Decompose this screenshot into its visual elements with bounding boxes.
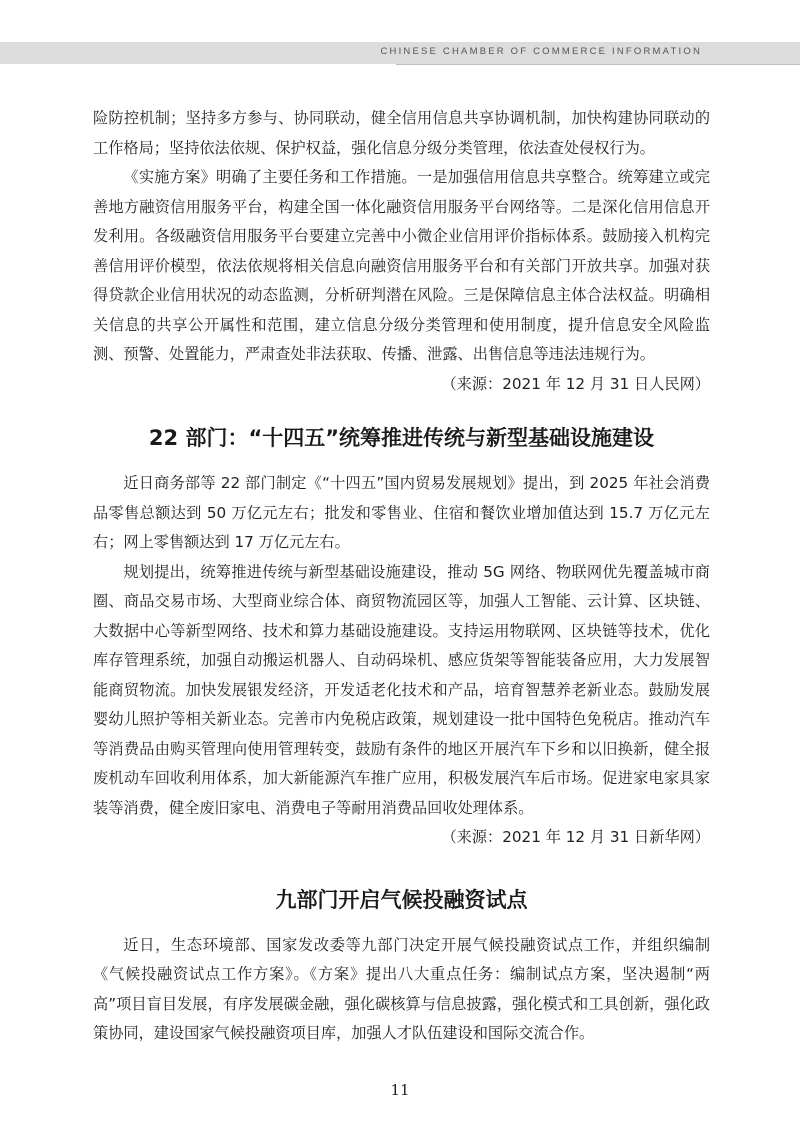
article-body	[93, 104, 710, 1049]
header-title: CHINESE CHAMBER OF COMMERCE INFORMATION	[380, 46, 702, 57]
header-divider	[396, 64, 800, 65]
source-note: （来源：2021 年 12 月 31 日人民网）	[441, 374, 710, 393]
paragraph: 近日，生态环境部、国家发改委等九部门决定开展气候投融资试点工作，并组织编制《气候投融资试点工作方案》。《方案》提出八大重点任务：编制试点方案，坚决遏制“两高”项目盲目发展，有序发展碳金融，强化碳核算与信息披露，强化模式和工具创新，强化政策协同，建设国家气候投融资项目库，加强人才队伍建设和国际交流合作。	[93, 935, 710, 1042]
section-title: 九部门开启气候投融资试点	[275, 887, 528, 912]
section-title: 22 部门：“十四五”统筹推进传统与新型基础设施建设	[148, 426, 655, 450]
paragraph: 规划提出，统筹推进传统与新型基础设施建设，推动 5G 网络、物联网优先覆盖城市商圈、商品交易市场、大型商业综合体、商贸物流园区等，加强人工智能、云计算、区块链、大数据中心等新型网络、技术和算力基础设施建设。支持运用物联网、区块链等技术，优化库存管理系统，加强自动搬运机器人、自动码垛机、感应货架等智能装备应用，大力发展智能商贸物流。加快发展银发经济，开发适老化技术和产品，培育智慧养老新业态。鼓励发展婴幼儿照护等相关新业态。完善市内免税店政策，规划建设一批中国特色免税店。推动汽车等消费品由购买管理向使用管理转变，鼓励有条件的地区开展汽车下乡和以旧换新，健全报废机动车回收利用体系，加大新能源汽车推广应用，积极发展汽车后市场。促进家电家具家装等消费，健全废旧家电、消费电子等耐用消费品回收处理体系。	[93, 562, 710, 817]
header-band	[0, 42, 800, 64]
paragraph: 险防控机制；坚持多方参与、协同联动，健全信用信息共享协调机制，加快构建协同联动的工作格局；坚持依法依规、保护权益，强化信息分级分类管理，依法查处侵权行为。	[93, 109, 710, 157]
paragraph: 近日商务部等 22 部门制定《“十四五”国内贸易发展规划》提出，到 2025 年社会消费品零售总额达到 50 万亿元左右；批发和零售业、住宿和餐饮业增加值达到 15.7 万亿元左右；网上零售额达到 17 万亿元左右。	[93, 474, 710, 551]
section-climate-finance	[93, 885, 710, 1049]
page-number: 11	[390, 1081, 410, 1099]
section-infrastructure	[93, 423, 710, 853]
paragraph: 《实施方案》明确了主要任务和工作措施。一是加强信用信息共享整合。统筹建立或完善地方融资信用服务平台，构建全国一体化融资信用服务平台网络等。二是深化信用信息开发利用。各级融资信用服务平台要建立完善中小微企业信用评价指标体系。鼓励接入机构完善信用评价模型，依法依规将相关信息向融资信用服务平台和有关部门开放共享。加强对获得贷款企业信用状况的动态监测，分析研判潜在风险。三是保障信息主体合法权益。明确相关信息的共享公开属性和范围，建立信息分级分类管理和使用制度，提升信息安全风险监测、预警、处置能力，严肃查处非法获取、传播、泄露、出售信息等违法违规行为。	[93, 168, 710, 363]
section-credit-info	[93, 104, 710, 399]
source-note: （来源：2021 年 12 月 31 日新华网）	[441, 828, 710, 846]
